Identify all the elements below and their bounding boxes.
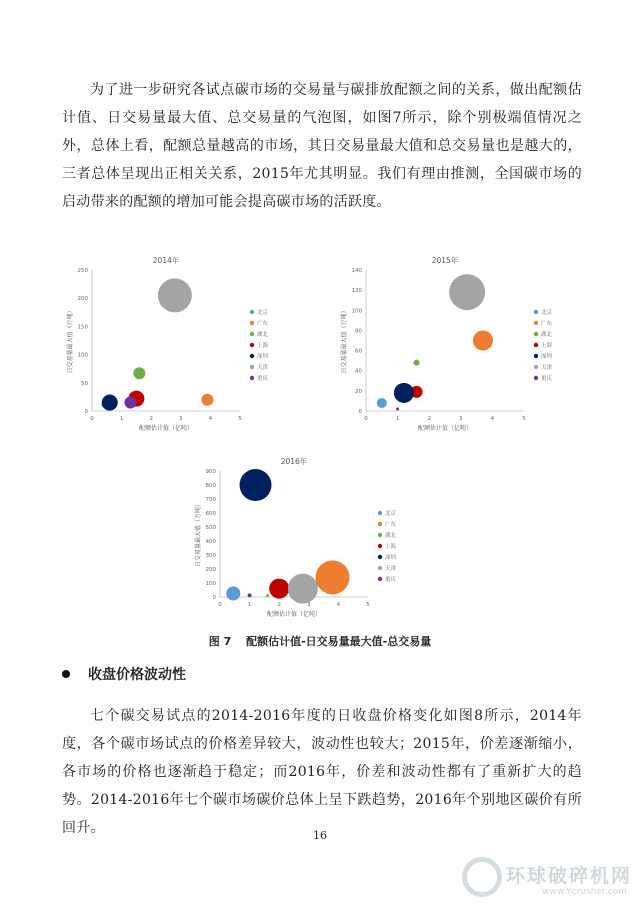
bubble-湖北 [133, 367, 145, 379]
bubble-chart-2016 [190, 453, 420, 623]
intro-paragraph: 为了进一步研究各试点碳市场的交易量与碳排放配额之间的关系，做出配额估计值、日交易量最大值、总交易量的气泡图，如图7所示，除个别极端值情况之外，总体上看，配额总量越高的市场，其日交易量最大值和总交易量也是越大的，三者总体呈现出正相关关系，2015年尤其明显。我们有理由推测，全国碳市场的启动带来的配额的增加可能会提高碳市场的活跃度。 [62, 82, 582, 210]
y-tick-label: 120 [351, 288, 362, 295]
bubble-上海 [269, 579, 289, 599]
y-tick-label: 900 [205, 469, 216, 475]
y-axis-label: 日交易量最大值（万吨） [341, 307, 348, 374]
legend-label: 北京 [257, 310, 269, 316]
y-tick-label: 140 [351, 268, 362, 274]
bullet-icon [62, 670, 70, 678]
x-tick-label: 4 [490, 416, 495, 422]
legend-marker [534, 354, 538, 358]
y-tick-label: 200 [77, 296, 88, 303]
y-tick-label: 100 [205, 581, 216, 587]
legend-label: 深圳 [257, 354, 269, 360]
x-axis-label: 配额估计值（亿吨） [266, 611, 322, 618]
x-tick-label: 2 [277, 602, 281, 608]
y-tick-label: 0 [212, 595, 216, 601]
legend-marker [534, 310, 538, 314]
x-tick-label: 2 [427, 416, 431, 422]
page-number: 16 [313, 829, 327, 842]
bubble-重庆 [124, 397, 136, 409]
x-tick-label: 1 [247, 602, 252, 608]
legend-label: 上海 [257, 343, 269, 349]
y-tick-label: 80 [355, 328, 362, 335]
legend-marker [250, 332, 254, 336]
legend-marker [250, 321, 254, 325]
bubble-深圳 [102, 395, 118, 411]
x-tick-label: 5 [366, 602, 370, 608]
bubble-重庆 [248, 593, 252, 597]
legend-label: 湖北 [541, 332, 553, 338]
y-tick-label: 20 [355, 388, 362, 395]
legend-marker [250, 343, 254, 347]
legend-label: 重庆 [541, 376, 553, 382]
legend-label: 上海 [541, 343, 553, 349]
legend-marker [378, 511, 382, 515]
y-tick-label: 800 [205, 483, 216, 489]
legend-label: 上海 [385, 544, 397, 550]
legend-marker [378, 544, 382, 548]
bubble-深圳 [394, 383, 414, 403]
y-tick-label: 400 [205, 539, 216, 545]
bubble-天津 [449, 274, 485, 310]
legend-label: 广东 [541, 321, 553, 327]
y-tick-label: 500 [205, 525, 216, 531]
legend-marker [250, 376, 254, 380]
legend-label: 湖北 [257, 332, 269, 338]
legend-label: 北京 [541, 310, 553, 316]
x-tick-label: 3 [307, 602, 311, 608]
legend-label: 天津 [385, 566, 397, 572]
legend-label: 重庆 [257, 376, 269, 382]
legend-label: 湖北 [385, 533, 397, 539]
y-tick-label: 250 [77, 268, 88, 274]
chart-title: 2014年 [152, 256, 180, 265]
y-tick-label: 200 [205, 567, 216, 573]
y-axis-label: 日交易量最大值（万吨） [195, 500, 202, 568]
legend-marker [378, 522, 382, 526]
legend-marker [250, 310, 254, 314]
y-tick-label: 700 [205, 497, 216, 503]
legend-marker [534, 321, 538, 325]
x-tick-label: 5 [238, 416, 242, 422]
y-tick-label: 100 [351, 308, 362, 315]
legend-marker [378, 577, 382, 581]
y-axis-label: 日交易量最大值（万吨） [67, 307, 74, 374]
bubble-重庆 [396, 407, 399, 410]
y-tick-label: 100 [77, 352, 88, 359]
bubble-广东 [473, 331, 493, 351]
y-tick-label: 300 [205, 553, 216, 559]
legend-marker [250, 354, 254, 358]
legend-marker [534, 343, 538, 347]
bubble-天津 [158, 278, 192, 312]
legend-marker [378, 533, 382, 537]
legend-marker [378, 566, 382, 570]
legend-label: 天津 [541, 365, 553, 371]
x-axis-label: 配额估计值（亿吨） [138, 425, 194, 432]
bubble-湖北 [266, 594, 269, 597]
price-volatility-paragraph: 七个碳交易试点的2014-2016年度的日收盘价格变化如图8所示，2014年度，各个碳市场试点的价格差异较大，波动性也较大；2015年，价差逐渐缩小，各市场的价格也逐渐趋于稳定；而2016年，价差和波动性都有了重新扩大的趋势。2014-2016年七个碳市场碳价总体上呈下跌趋势，2016年个别地区碳价有所回升。 [62, 708, 582, 836]
figure-caption: 图 7 配额估计值-日交易量最大值-总交易量 [208, 635, 432, 648]
y-tick-label: 0 [358, 409, 362, 415]
x-tick-label: 5 [522, 416, 526, 422]
bubble-深圳 [240, 469, 272, 501]
legend-label: 北京 [385, 511, 397, 517]
y-tick-label: 40 [355, 368, 362, 375]
x-tick-label: 2 [149, 416, 153, 422]
chart-title: 2015年 [431, 256, 459, 265]
bubble-天津 [288, 574, 318, 604]
legend-label: 重庆 [385, 577, 397, 583]
legend-label: 广东 [385, 522, 397, 528]
legend-marker [534, 365, 538, 369]
bubble-chart-2015 [336, 252, 576, 437]
legend-marker [378, 555, 382, 559]
bubble-北京 [226, 587, 240, 601]
watermark-url: www.Ycrusher.com [542, 887, 627, 897]
legend-label: 天津 [257, 365, 269, 371]
x-tick-label: 1 [119, 416, 124, 422]
x-tick-label: 4 [336, 602, 341, 608]
legend-marker [534, 376, 538, 380]
legend-label: 广东 [257, 321, 269, 327]
x-tick-label: 0 [90, 416, 94, 422]
x-tick-label: 3 [179, 416, 183, 422]
x-tick-label: 4 [208, 416, 213, 422]
bubble-广东 [315, 560, 349, 594]
x-tick-label: 0 [218, 602, 222, 608]
x-tick-label: 3 [459, 416, 463, 422]
y-tick-label: 150 [77, 324, 88, 331]
y-tick-label: 600 [205, 511, 216, 517]
legend-marker [534, 332, 538, 336]
legend-marker [250, 365, 254, 369]
x-tick-label: 0 [364, 416, 368, 422]
x-tick-label: 1 [395, 416, 400, 422]
watermark-text: 环球破碎机网 [506, 865, 633, 887]
bubble-chart-2014 [62, 252, 292, 437]
y-tick-label: 60 [355, 348, 362, 355]
y-tick-label: 50 [81, 380, 88, 387]
x-axis-label: 配额估计值（亿吨） [417, 425, 473, 432]
bubble-广东 [201, 394, 213, 406]
watermark-logo-icon [462, 857, 502, 897]
bubble-北京 [377, 398, 387, 408]
chart-title: 2016年 [280, 457, 308, 466]
section-heading-text: 收盘价格波动性 [88, 667, 186, 683]
legend-label: 深圳 [541, 354, 553, 360]
legend-label: 深圳 [385, 555, 397, 561]
watermark [456, 853, 636, 903]
bubble-湖北 [414, 360, 420, 366]
section-heading [62, 664, 186, 684]
y-tick-label: 0 [84, 409, 88, 415]
